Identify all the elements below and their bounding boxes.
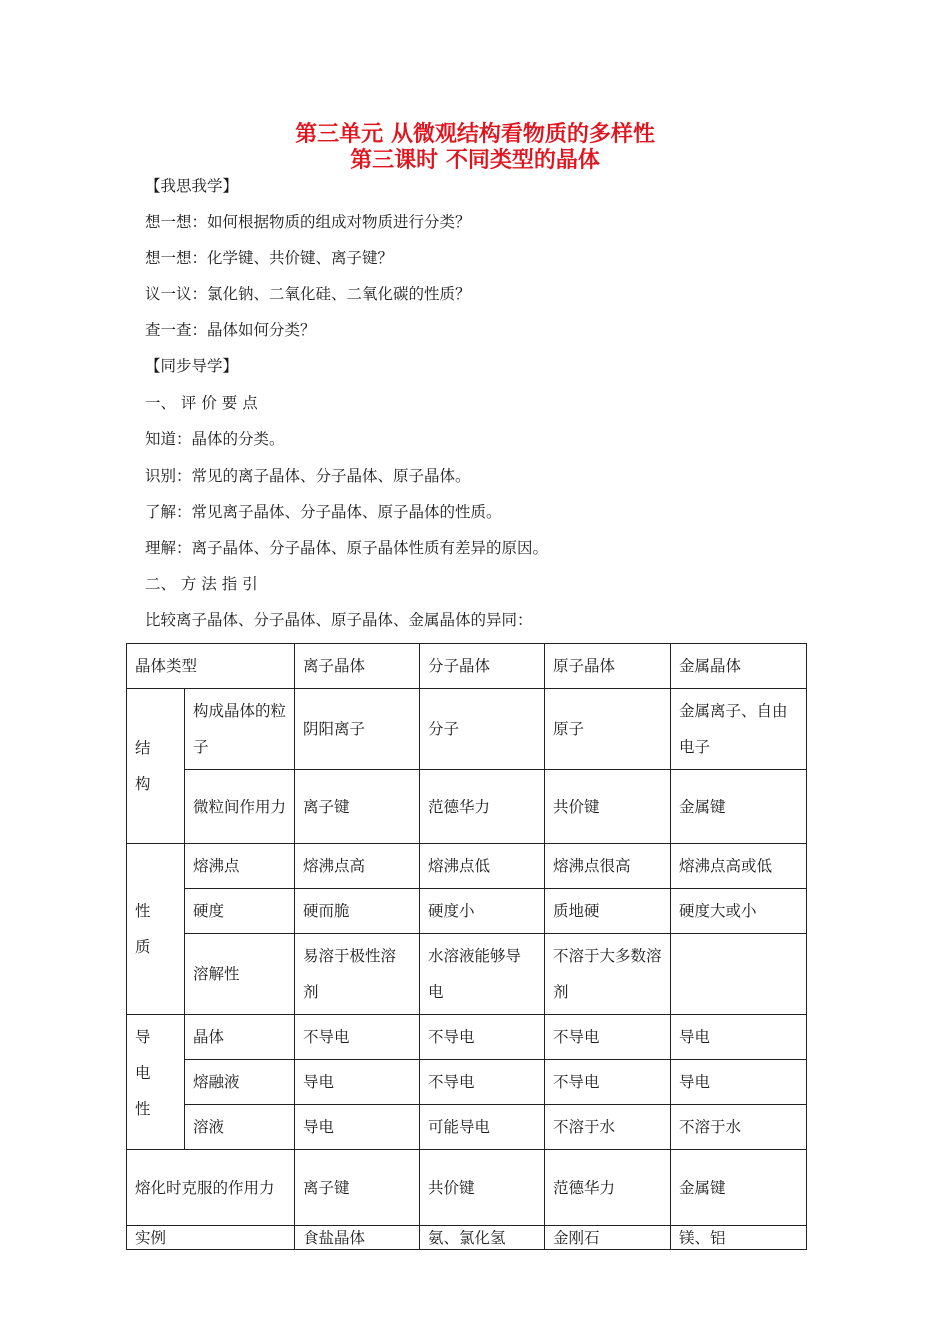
table-cell: 金属离子、自由电子: [671, 689, 807, 770]
think-line: 查一查：晶体如何分类？: [145, 321, 316, 339]
group-label-text: 导 电 性: [135, 1028, 151, 1118]
heading-eval-points: 一、 评 价 要 点: [145, 394, 258, 412]
group-label-conductivity: [127, 1015, 185, 1150]
think-line: 议一议：氯化钠、二氧化硅、二氧化碳的性质？: [145, 285, 471, 303]
group-label-property: [127, 844, 185, 1015]
table-row: [127, 770, 807, 844]
row-label: 微粒间作用力: [185, 770, 295, 844]
table-cell: 离子键: [295, 770, 420, 844]
table-cell: 可能导电: [420, 1105, 545, 1150]
table-cell: 熔沸点很高: [545, 844, 671, 889]
table-cell: 共价键: [420, 1150, 545, 1226]
row-label: 熔融液: [185, 1060, 295, 1105]
group-label-text: 性 质: [135, 902, 151, 956]
table-cell: 导电: [295, 1105, 420, 1150]
table-header-cell: 金属晶体: [671, 644, 807, 689]
table-cell: 不导电: [420, 1060, 545, 1105]
table-cell: 水溶液能够导电: [420, 934, 545, 1015]
table-row: [127, 1226, 807, 1250]
compare-intro: 比较离子晶体、分子晶体、原子晶体、金属晶体的异同：: [145, 611, 533, 629]
table-header-row: [127, 644, 807, 689]
table-cell: 氨、氯化氢: [420, 1226, 545, 1250]
think-line: 想一想：化学键、共价键、离子键？: [145, 249, 394, 267]
table-cell: 导电: [671, 1015, 807, 1060]
table-cell: 不导电: [545, 1015, 671, 1060]
table-cell: 导电: [295, 1060, 420, 1105]
table-cell: 熔沸点高或低: [671, 844, 807, 889]
table-header-cell: 离子晶体: [295, 644, 420, 689]
table-cell: 范德华力: [420, 770, 545, 844]
row-label: 晶体: [185, 1015, 295, 1060]
table-cell: 镁、铝: [671, 1226, 807, 1250]
row-label: 构成晶体的粒子: [185, 689, 295, 770]
row-label: 溶解性: [185, 934, 295, 1015]
table-cell: [671, 934, 807, 1015]
table-cell: 范德华力: [545, 1150, 671, 1226]
table-header-cell: 晶体类型: [127, 644, 295, 689]
table-cell: 离子键: [295, 1150, 420, 1226]
table-row: [127, 934, 807, 1015]
table-cell: 阴阳离子: [295, 689, 420, 770]
row-label: 熔化时克服的作用力: [127, 1150, 295, 1226]
eval-line: 理解：离子晶体、分子晶体、原子晶体性质有差异的原因。: [145, 539, 549, 557]
table-cell: 硬度大或小: [671, 889, 807, 934]
table-row: [127, 1150, 807, 1226]
table-cell: 原子: [545, 689, 671, 770]
table-cell: 导电: [671, 1060, 807, 1105]
table-row: [127, 689, 807, 770]
table-cell: 共价键: [545, 770, 671, 844]
table-cell: 金属键: [671, 1150, 807, 1226]
table-cell: 不溶于大多数溶剂: [545, 934, 671, 1015]
group-label-structure: [127, 689, 185, 844]
table-cell: 不导电: [545, 1060, 671, 1105]
table-cell: 质地硬: [545, 889, 671, 934]
eval-line: 了解：常见离子晶体、分子晶体、原子晶体的性质。: [145, 503, 502, 521]
table-cell: 硬度小: [420, 889, 545, 934]
heading-method: 二、 方 法 指 引: [145, 575, 258, 593]
table-cell: 金刚石: [545, 1226, 671, 1250]
table-cell: 易溶于极性溶剂: [295, 934, 420, 1015]
row-label: 溶液: [185, 1105, 295, 1150]
group-label-text: 结 构: [135, 739, 151, 793]
table-cell: 熔沸点高: [295, 844, 420, 889]
table-row: [127, 844, 807, 889]
table-header-cell: 分子晶体: [420, 644, 545, 689]
think-line: 想一想：如何根据物质的组成对物质进行分类？: [145, 213, 471, 231]
page-title: 第三单元 从微观结构看物质的多样性: [295, 122, 655, 147]
table-header-cell: 原子晶体: [545, 644, 671, 689]
table-cell: 硬而脆: [295, 889, 420, 934]
table-cell: 不导电: [420, 1015, 545, 1060]
row-label: 硬度: [185, 889, 295, 934]
eval-line: 知道：晶体的分类。: [145, 430, 285, 448]
crystal-comparison-table: [126, 643, 807, 1250]
page-subtitle: 第三课时 不同类型的晶体: [350, 148, 600, 173]
table-cell: 食盐晶体: [295, 1226, 420, 1250]
table-cell: 金属键: [671, 770, 807, 844]
table-cell: 分子: [420, 689, 545, 770]
eval-line: 识别：常见的离子晶体、分子晶体、原子晶体。: [145, 467, 471, 485]
section-heading-think: 【我思我学】: [145, 177, 239, 195]
row-label: 熔沸点: [185, 844, 295, 889]
table-row: [127, 1060, 807, 1105]
table-row: [127, 1015, 807, 1060]
row-label: 实例: [127, 1226, 295, 1250]
table-cell: 熔沸点低: [420, 844, 545, 889]
table-row: [127, 889, 807, 934]
section-heading-guide: 【同步导学】: [145, 357, 239, 375]
table-row: [127, 1105, 807, 1150]
table-cell: 不溶于水: [545, 1105, 671, 1150]
table-cell: 不导电: [295, 1015, 420, 1060]
table-cell: 不溶于水: [671, 1105, 807, 1150]
